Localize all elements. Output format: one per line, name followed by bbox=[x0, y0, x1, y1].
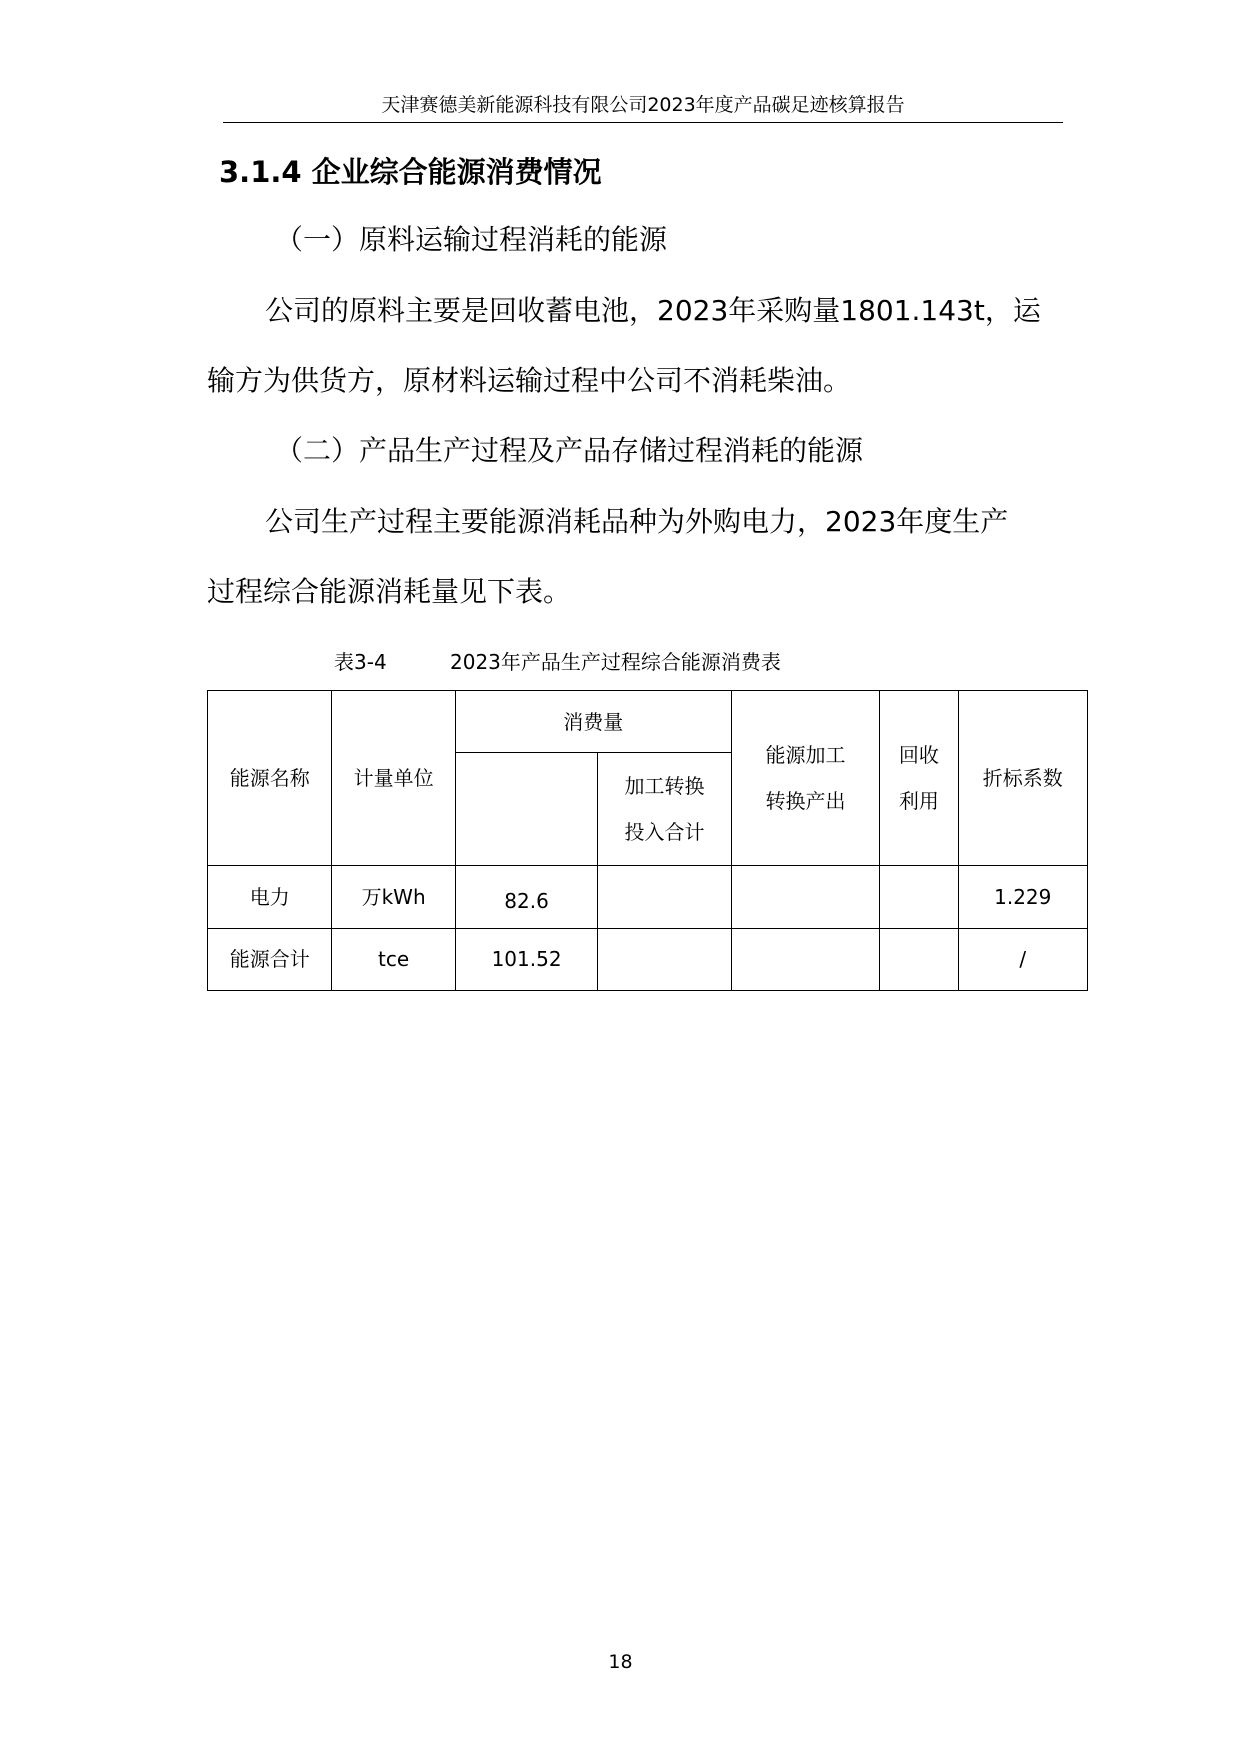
energy-consumption-table bbox=[207, 690, 1088, 991]
paragraph-1-line-1: 公司的原料主要是回收蓄电池，2023年采购量1801.143t，运 bbox=[265, 294, 1041, 327]
page-header: 天津赛德美新能源科技有限公司2023年度产品碳足迹核算报告 bbox=[381, 94, 905, 116]
header-consumption: 消费量 bbox=[455, 691, 731, 753]
cell-conversion-output bbox=[731, 865, 880, 928]
cell-consumption: 101.52 bbox=[455, 928, 597, 990]
paragraph-2-line-1: 公司生产过程主要能源消耗品种为外购电力，2023年度生产 bbox=[265, 505, 1009, 538]
subheading-production-storage: （二）产品生产过程及产品存储过程消耗的能源 bbox=[275, 434, 864, 467]
header-divider bbox=[223, 122, 1063, 123]
section-title: 3.1.4 企业综合能源消费情况 bbox=[219, 155, 602, 189]
table-row-electricity bbox=[208, 865, 1088, 928]
table-caption bbox=[334, 648, 781, 676]
header-energy-name: 能源名称 bbox=[208, 691, 332, 866]
cell-coefficient: / bbox=[958, 928, 1087, 990]
header-processing-input: 加工转换 投入合计 bbox=[598, 753, 731, 865]
header-unit: 计量单位 bbox=[332, 691, 455, 866]
table-row-energy-total bbox=[208, 928, 1088, 990]
paragraph-2-line-2: 过程综合能源消耗量见下表。 bbox=[207, 575, 572, 608]
cell-coefficient: 1.229 bbox=[958, 865, 1087, 928]
cell-consumption: 82.6 bbox=[455, 865, 597, 928]
cell-recycle bbox=[880, 928, 958, 990]
paragraph-1-line-2: 输方为供货方，原材料运输过程中公司不消耗柴油。 bbox=[207, 364, 852, 397]
cell-unit: tce bbox=[332, 928, 455, 990]
cell-conversion-output bbox=[731, 928, 880, 990]
header-recycle: 回收 利用 bbox=[880, 691, 958, 866]
cell-recycle bbox=[880, 865, 958, 928]
cell-energy-name: 能源合计 bbox=[208, 928, 332, 990]
header-conversion-output: 能源加工 转换产出 bbox=[731, 691, 880, 866]
cell-unit: 万kWh bbox=[332, 865, 455, 928]
header-consumption-total bbox=[455, 753, 597, 865]
header-coefficient: 折标系数 bbox=[958, 691, 1087, 866]
cell-processing-input bbox=[598, 865, 731, 928]
subheading-raw-material-transport: （一）原料运输过程消耗的能源 bbox=[275, 223, 668, 256]
table-caption-number: 表3-4 bbox=[334, 650, 387, 674]
page-number: 18 bbox=[608, 1651, 633, 1673]
table-caption-title: 2023年产品生产过程综合能源消费表 bbox=[450, 650, 781, 674]
cell-energy-name: 电力 bbox=[208, 865, 332, 928]
cell-processing-input bbox=[598, 928, 731, 990]
